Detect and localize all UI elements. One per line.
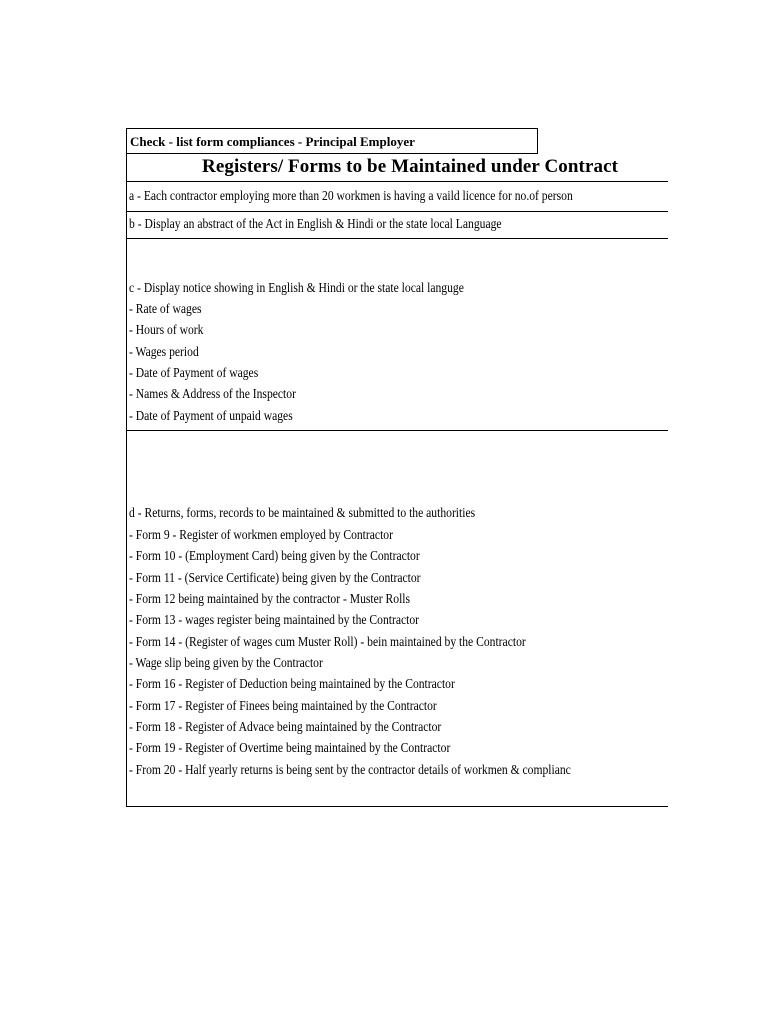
sheet-header-title: Check - list form compliances - Principal Employer	[130, 134, 415, 149]
list-item: - Form 13 - wages register being maintained by the Contractor	[129, 612, 420, 627]
list-item: - Form 12 being maintained by the contractor - Muster Rolls	[129, 591, 411, 606]
list-item: - Form 16 - Register of Deduction being maintained by the Contractor	[129, 676, 455, 691]
section-b-row	[126, 212, 668, 239]
section-b-text: b - Display an abstract of the Act in English & Hindi or the state local Language	[129, 216, 502, 231]
section-d-row	[126, 431, 668, 807]
banner-title: Registers/ Forms to be Maintained under Contract	[202, 156, 619, 177]
list-item: - Form 17 - Register of Finees being maintained by the Contractor	[129, 698, 437, 713]
list-item: - From 20 - Half yearly returns is being sent by the contractor details of workmen & complianc	[129, 762, 571, 777]
list-item: - Form 10 - (Employment Card) being given by the Contractor	[129, 548, 420, 563]
section-d-heading: d - Returns, forms, records to be maintained & submitted to the authorities	[129, 505, 476, 520]
list-item: - Names & Address of the Inspector	[129, 386, 296, 401]
list-item: - Form 11 - (Service Certificate) being given by the Contractor	[129, 570, 421, 585]
banner-row	[126, 154, 668, 182]
section-c-heading: c - Display notice showing in English & Hindi or the state local languge	[129, 280, 464, 295]
list-item: - Form 9 - Register of workmen employed by Contractor	[129, 527, 393, 542]
list-item: - Wage slip being given by the Contractor	[129, 655, 323, 670]
list-item: - Date of Payment of unpaid wages	[129, 408, 293, 423]
list-item: - Date of Payment of wages	[129, 365, 259, 380]
list-item: - Form 18 - Register of Advace being maintained by the Contractor	[129, 719, 442, 734]
section-c-row	[126, 239, 668, 431]
section-a-row	[126, 182, 668, 212]
list-item: - Rate of wages	[129, 301, 202, 316]
section-a-text: a - Each contractor employing more than 20 workmen is having a vaild licence for no.of person	[129, 188, 573, 203]
list-item: - Wages period	[129, 344, 199, 359]
list-item: - Form 19 - Register of Overtime being maintained by the Contractor	[129, 740, 451, 755]
list-item: - Hours of work	[129, 322, 204, 337]
list-item: - Form 14 - (Register of wages cum Muster Roll) - bein maintained by the Contractor	[129, 634, 526, 649]
header-cell	[126, 128, 538, 154]
